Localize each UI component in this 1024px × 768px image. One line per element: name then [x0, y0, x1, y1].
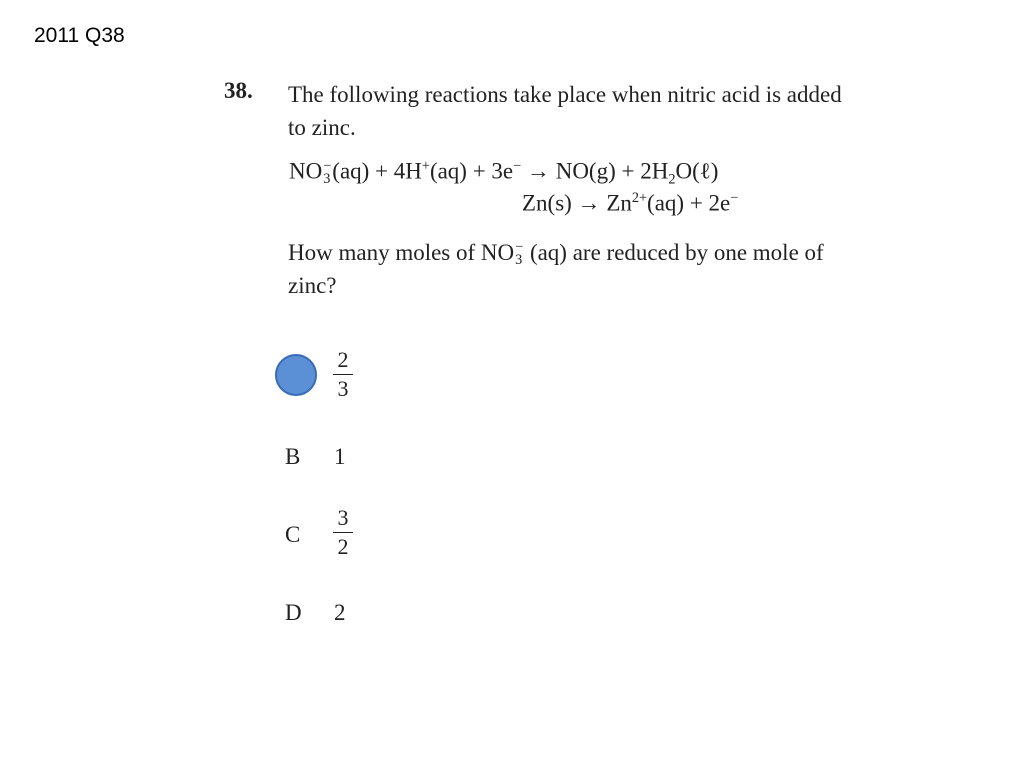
option-d-value[interactable]: 2 [334, 600, 346, 625]
slide-title: 2011 Q38 [34, 24, 125, 47]
equation-reduction: NO − 3 $(aq) + 4H^+(aq) + 3e^- \to NO(g) + 2H_2O(\ell)$ [289, 157, 719, 188]
question-prompt: How many moles of NO − 3 (aq) are reduced by one mole of zinc? [288, 239, 824, 298]
option-c-fraction[interactable]: 3 2 [333, 506, 353, 559]
equation-oxidation: $Zn(s) \to Zn^{2+}(aq) + 2e^-$ [522, 190, 739, 216]
option-b-letter[interactable]: B [285, 444, 301, 469]
question-text: The following reactions take place when nitric acid is added to zinc. [288, 82, 842, 140]
option-c-letter[interactable]: C [285, 522, 301, 547]
question-number: 38. [224, 78, 253, 103]
answer-marker-circle[interactable] [275, 354, 317, 396]
option-a-fraction[interactable]: 2 3 [333, 348, 353, 401]
option-b-value[interactable]: 1 [334, 444, 346, 469]
option-d-letter[interactable]: D [285, 600, 302, 625]
